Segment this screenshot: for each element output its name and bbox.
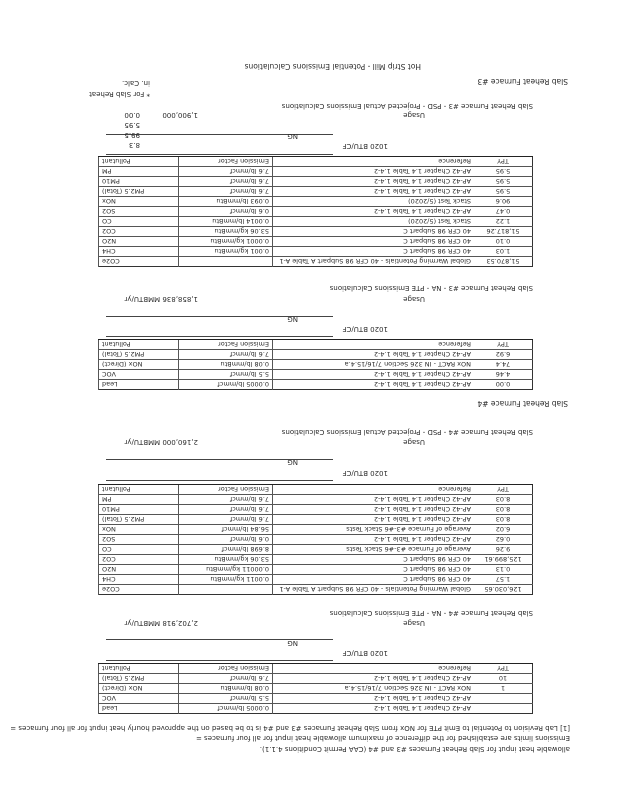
note-slab-reheat: * For Slab Reheat <box>89 90 150 98</box>
factor-cell: 0.0005 lb/mmcf <box>179 704 273 714</box>
furnace-4-heading: Slab Reheat Furnace #4 <box>477 399 568 408</box>
table-row <box>99 555 533 565</box>
reference-cell: 40 CFR 98 Subpart C <box>273 227 475 237</box>
tpy-cell: 6.02 <box>474 525 533 535</box>
factor-cell: 7.6 lb/mmcf <box>179 515 273 525</box>
table-header-row <box>99 157 533 167</box>
reference-cell: AP-42 Chapter 1.4 Table 1.4-2 <box>273 495 475 505</box>
pollutant-cell: NOx <box>99 525 179 535</box>
table-row <box>99 684 533 694</box>
pollutant-cell: PM2.5 (Total) <box>99 515 179 525</box>
reference-cell: AP-42 Chapter 1.4 Table 1.4-2 <box>273 350 475 360</box>
factor-cell: 7.6 lb/mmcf <box>179 350 273 360</box>
pollutant-cell: VOC <box>99 694 179 704</box>
tpy-cell: 5.95 <box>474 167 533 177</box>
tpy-cell: 90.6 <box>474 197 533 207</box>
tpy-cell: 8.03 <box>474 505 533 515</box>
reference-cell: Average of Furnace #3-#6 Stack Tests <box>273 545 475 555</box>
pollutant-cell: CO <box>99 217 179 227</box>
pollutant-cell: NOx (Direct) <box>99 684 179 694</box>
factor-cell: 5.5 lb/mmcf <box>179 370 273 380</box>
tpy-cell: 51,817.26 <box>474 227 533 237</box>
reference-cell: 40 CFR 98 Subpart C <box>273 247 475 257</box>
reference-cell: AP-42 Chapter 1.4 Table 1.4-2 <box>273 515 475 525</box>
table-row <box>99 585 533 595</box>
column-header-tpy: TPY <box>474 340 533 350</box>
tpy-cell: 1.22 <box>474 217 533 227</box>
table-row <box>99 380 533 390</box>
pollutant-cell: PM2.5 (Total) <box>99 350 179 360</box>
table-row <box>99 257 533 267</box>
section-4-table <box>98 663 533 714</box>
factor-cell: 7.6 lb/mmcf <box>179 495 273 505</box>
tpy-cell: 9.26 <box>474 545 533 555</box>
reference-cell: 40 CFR 98 Subpart C <box>273 565 475 575</box>
factor-cell: 0.0014 lb/mmBtu <box>179 217 273 227</box>
table-row <box>99 704 533 714</box>
section-4-usage-value: 2,702,918 MMBTU/yr <box>124 619 198 627</box>
factor-cell: 0.6 lb/mmcf <box>179 535 273 545</box>
factor-cell: 7.6 lb/mmcf <box>179 187 273 197</box>
tpy-cell: 10 <box>474 674 533 684</box>
table-row <box>99 350 533 360</box>
pollutant-cell: PM <box>99 167 179 177</box>
pollutant-cell: PM10 <box>99 177 179 187</box>
tpy-cell: 51,870.53 <box>486 257 520 266</box>
reference-cell: Average of Furnace #3-#6 Stack Tests <box>273 525 475 535</box>
table-row <box>99 674 533 684</box>
section-3-usage-value: 2,160,000 MMBTU/yr <box>124 438 198 446</box>
factor-cell: 7.6 lb/mmcf <box>179 177 273 187</box>
table-row <box>99 247 533 257</box>
reference-cell: AP-42 Chapter 1.4 Table 1.4-2 <box>273 704 475 714</box>
reference-cell: AP-42 Chapter 1.4 Table 1.4-2 <box>273 207 475 217</box>
pollutant-cell: NOx (Direct) <box>99 360 179 370</box>
column-header-reference: Reference <box>273 157 475 167</box>
pollutant-cell: CO2 <box>99 555 179 565</box>
table-header-row <box>99 664 533 674</box>
reference-cell: AP-42 Chapter 1.4 Table 1.4-2 <box>273 380 475 390</box>
reference-cell: Stack Test (5/2020) <box>273 217 475 227</box>
footnote-line: [1] Lab Revision to Potential to Emit PTE for NOx from Slab Reheat Furnaces #3 and #4 is to be based on the approved hourly heat input for all four furnaces = <box>10 724 570 732</box>
document-title: Hot Strip Mill - Potential Emissions Calculations <box>244 62 421 71</box>
factor-cell: 0.08 lb/mmBtu <box>179 360 273 370</box>
pollutant-cell: VOC <box>99 370 179 380</box>
section-1-table <box>98 156 533 267</box>
pollutant-cell: PM10 <box>99 505 179 515</box>
pollutant-cell: NOx <box>99 197 179 207</box>
table-header-row <box>99 340 533 350</box>
column-header-tpy: TPY <box>474 485 533 495</box>
tpy-cell: 0.13 <box>474 565 533 575</box>
column-header-pollutant: Pollutant <box>99 664 179 674</box>
section-4-ng: NG <box>287 639 298 647</box>
section-3-rows <box>99 485 533 595</box>
table-row <box>99 177 533 187</box>
tpy-cell: 4.46 <box>474 370 533 380</box>
column-header-emission-factor: Emission Factor <box>179 157 273 167</box>
rule <box>106 316 333 317</box>
reference-cell: AP-42 Chapter 1.4 Table 1.4-2 <box>273 505 475 515</box>
section-1-rows <box>99 157 533 267</box>
tpy-cell: 1.57 <box>474 575 533 585</box>
factor-cell: 53.06 kg/mmBtu <box>179 227 273 237</box>
footnote-line: allowable heat input for Slab Reheat Furnaces #3 and #4 (CAA Permit Conditions 4.1.1). <box>259 745 570 753</box>
factor-cell: 0.00011 kg/mmBtu <box>179 565 273 575</box>
column-header-reference: Reference <box>273 664 475 674</box>
section-2-ng: NG <box>287 315 298 323</box>
pollutant-cell: PM2.5 (Total) <box>99 187 179 197</box>
pollutant-cell: CO <box>99 545 179 555</box>
section-3-units: 1020 BTU/CF <box>342 469 388 477</box>
reference-cell: AP-42 Chapter 1.4 Table 1.4-2 <box>273 535 475 545</box>
table-row <box>99 495 533 505</box>
tpy-cell: 0.47 <box>474 207 533 217</box>
reference-cell: 40 CFR 98 Subpart C <box>273 237 475 247</box>
section-1-title: Slab Reheat Furnace #3 - PSD - Projected Actual Emissions Calculations <box>281 102 533 110</box>
section-2-usage-label: Usage <box>403 295 425 303</box>
pollutant-cell: SO2 <box>99 535 179 545</box>
column-header-emission-factor: Emission Factor <box>179 340 273 350</box>
table-row <box>99 535 533 545</box>
reference-cell: AP-42 Chapter 1.4 Table 1.4-2 <box>273 187 475 197</box>
tpy-cell: 0.00 <box>495 380 511 389</box>
factor-cell: 0.093 lb/mmBtu <box>179 197 273 207</box>
section-3-usage-label: Usage <box>403 438 425 446</box>
tpy-cell: 5.95 <box>474 177 533 187</box>
rule <box>106 459 333 460</box>
table-row <box>99 227 533 237</box>
section-4-units: 1020 BTU/CF <box>342 649 388 657</box>
reference-cell: Global Warming Potentials - 40 CFR 98 Subpart A Table A-1 <box>273 585 475 595</box>
side-value: 0.00 <box>124 111 140 119</box>
table-row <box>99 515 533 525</box>
tpy-cell: 126,030.65 <box>484 585 522 594</box>
section-3-title: Slab Reheat Furnace #4 - PSD - Projected Actual Emissions Calculations <box>281 428 533 436</box>
table-row <box>99 187 533 197</box>
reference-cell: AP-42 Chapter 1.4 Table 1.4-2 <box>273 167 475 177</box>
tpy-cell: 125,899.61 <box>474 555 533 565</box>
factor-cell <box>179 257 273 267</box>
column-header-pollutant: Pollutant <box>99 485 179 495</box>
rule <box>106 336 333 337</box>
section-4-title: Slab Reheat Furnace #4 - NA - PTE Emissions Calculations <box>329 609 533 617</box>
section-2-table <box>98 339 533 390</box>
reference-cell: 40 CFR 98 Subpart C <box>273 575 475 585</box>
reference-cell: 40 CFR 98 Subpart C <box>273 555 475 565</box>
pollutant-cell: N2O <box>99 237 179 247</box>
pollutant-cell: SO2 <box>99 207 179 217</box>
pollutant-cell: CO2e <box>99 585 179 595</box>
section-1-units: 1020 BTU/CF <box>342 142 388 150</box>
table-row <box>99 565 533 575</box>
pollutant-cell: Lead <box>99 704 179 714</box>
side-value: 99.5 <box>124 131 140 139</box>
reference-cell: AP-42 Chapter 1.4 Table 1.4-2 <box>273 674 475 684</box>
section-1-usage-label: Usage <box>403 111 425 119</box>
pollutant-cell: N2O <box>99 565 179 575</box>
tpy-cell: 5.95 <box>474 187 533 197</box>
column-header-reference: Reference <box>273 340 475 350</box>
factor-cell: 56.84 lb/mmcf <box>179 525 273 535</box>
factor-cell: 7.6 lb/mmcf <box>179 505 273 515</box>
section-3-table <box>98 484 533 595</box>
side-value: 8.3 <box>128 141 140 149</box>
column-header-pollutant: Pollutant <box>99 157 179 167</box>
reference-cell: AP-42 Chapter 1.4 Table 1.4-2 <box>273 370 475 380</box>
table-row <box>99 545 533 555</box>
table-row <box>99 370 533 380</box>
rule <box>106 480 333 481</box>
reference-cell: NOx RACT - IN 326 Section 7/16/15.4.a <box>273 360 475 370</box>
tpy-cell: 0.10 <box>474 237 533 247</box>
column-header-tpy: TPY <box>474 664 533 674</box>
tpy-cell <box>474 704 533 714</box>
tpy-cell: 74.4 <box>474 360 533 370</box>
table-row <box>99 694 533 704</box>
table-row <box>99 575 533 585</box>
section-4-usage-label: Usage <box>403 619 425 627</box>
table-row <box>99 167 533 177</box>
section-1-usage-value: 1,900,000 <box>162 111 198 119</box>
table-row <box>99 237 533 247</box>
pollutant-cell: PM2.5 (Total) <box>99 674 179 684</box>
pollutant-cell: CO2 <box>99 227 179 237</box>
rule <box>106 639 333 640</box>
note-calc: in. Calc. <box>121 79 150 87</box>
reference-cell: Global Warming Potentials - 40 CFR 98 Subpart A Table A-1 <box>273 257 475 267</box>
factor-cell: 0.0011 kg/mmBtu <box>179 575 273 585</box>
tpy-cell <box>474 694 533 704</box>
reference-cell: AP-42 Chapter 1.4 Table 1.4-2 <box>273 694 475 704</box>
column-header-tpy: TPY <box>474 157 533 167</box>
pollutant-cell: Lead <box>99 380 179 390</box>
factor-cell: 8.698 lb/mmcf <box>179 545 273 555</box>
factor-cell: 0.0005 lb/mmcf <box>179 380 273 390</box>
table-row <box>99 217 533 227</box>
reference-cell: Stack Test (5/2020) <box>273 197 475 207</box>
factor-cell: 0.6 lb/mmcf <box>179 207 273 217</box>
section-4-rows <box>99 664 533 714</box>
side-value: 5.95 <box>124 121 140 129</box>
rule <box>106 134 333 135</box>
section-1-ng: NG <box>287 132 298 140</box>
column-header-emission-factor: Emission Factor <box>179 485 273 495</box>
column-header-pollutant: Pollutant <box>99 340 179 350</box>
section-2-rows <box>99 340 533 390</box>
pollutant-cell: CO2e <box>99 257 179 267</box>
factor-cell <box>179 585 273 595</box>
pollutant-cell: CH4 <box>99 247 179 257</box>
reference-cell: NOx RACT - IN 326 Section 7/16/15.4.a <box>273 684 475 694</box>
rule <box>106 660 333 661</box>
tpy-cell: 6.92 <box>474 350 533 360</box>
table-row <box>99 360 533 370</box>
tpy-cell: 0.62 <box>474 535 533 545</box>
factor-cell: 7.6 lb/mmcf <box>179 167 273 177</box>
table-row <box>99 525 533 535</box>
tpy-cell: 1 <box>474 684 533 694</box>
factor-cell: 0.08 lb/mmBtu <box>179 684 273 694</box>
factor-cell: 53.06 kg/mmBtu <box>179 555 273 565</box>
pollutant-cell: CH4 <box>99 575 179 585</box>
tpy-cell: 8.03 <box>474 515 533 525</box>
factor-cell: 0.001 kg/mmBtu <box>179 247 273 257</box>
table-row <box>99 197 533 207</box>
tpy-cell: 1.03 <box>474 247 533 257</box>
reference-cell: AP-42 Chapter 1.4 Table 1.4-2 <box>273 177 475 187</box>
factor-cell: 5.5 lb/mmcf <box>179 694 273 704</box>
factor-cell: 0.0001 kg/mmBtu <box>179 237 273 247</box>
column-header-reference: Reference <box>273 485 475 495</box>
table-header-row <box>99 485 533 495</box>
tpy-cell: 8.03 <box>474 495 533 505</box>
factor-cell: 7.6 lb/mmcf <box>179 674 273 684</box>
rule <box>106 154 333 155</box>
table-row <box>99 207 533 217</box>
section-2-usage-value: 1,858,836 MMBTU/yr <box>124 295 198 303</box>
column-header-emission-factor: Emission Factor <box>179 664 273 674</box>
section-3-ng: NG <box>287 458 298 466</box>
footnote-line: Emissions limits are established for the difference of maximum allowable heat input for all four furnaces = <box>195 734 570 742</box>
section-2-units: 1020 BTU/CF <box>342 325 388 333</box>
furnace-3-heading: Slab Reheat Furnace #3 <box>477 77 568 86</box>
section-2-title: Slab Reheat Furnace #3 - NA - PTE Emissions Calculations <box>329 284 533 292</box>
pollutant-cell: PM <box>99 495 179 505</box>
table-row <box>99 505 533 515</box>
